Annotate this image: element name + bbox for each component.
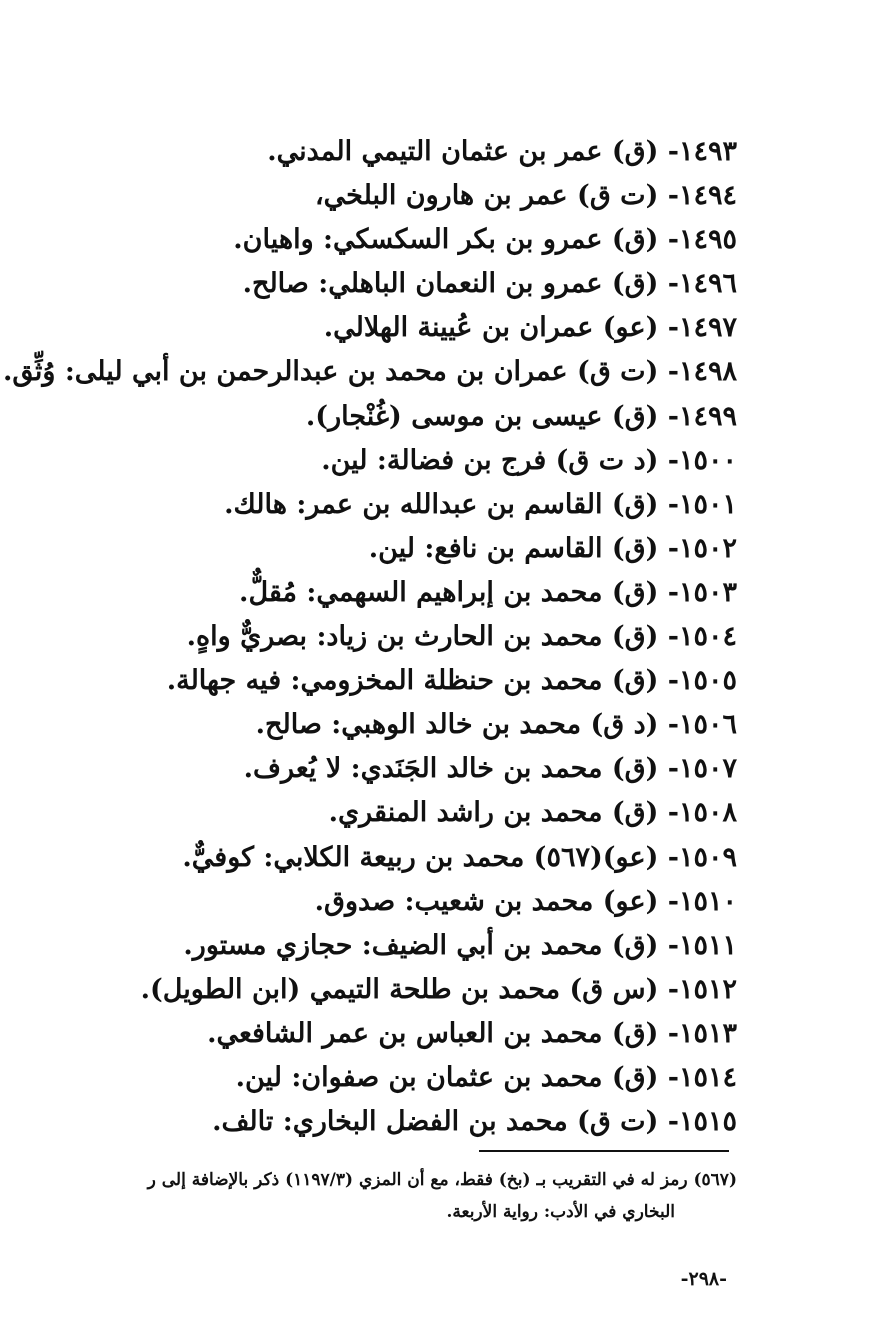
list-item: ١٥١١- (ق) محمد بن أبي الضيف: حجازي مستور. xyxy=(183,929,737,961)
list-item: ١٤٩٧- (عو) عمران بن عُيينة الهلالي. xyxy=(323,312,737,344)
list-item: ١٥٠١- (ق) القاسم بن عبدالله بن عمر: هالك. xyxy=(224,488,737,520)
list-item: ١٤٩٥- (ق) عمرو بن بكر السكسكي: واهيان. xyxy=(233,224,737,256)
list-item: ١٥٠٩- (عو)(٥٦٧) محمد بن ربيعة الكلابي: كوفيٌّ. xyxy=(182,841,737,873)
list-item: ١٤٩٨- (ت ق) عمران بن محمد بن عبدالرحمن بن أبي ليلى: وُثِّق. xyxy=(2,356,737,388)
list-item: ١٥١٥- (ت ق) محمد بن الفضل البخاري: تالف. xyxy=(212,1106,737,1138)
list-item: ١٥٠٢- (ق) القاسم بن نافع: لين. xyxy=(368,532,737,564)
list-item: ١٥١٠- (عو) محمد بن شعيب: صدوق. xyxy=(314,885,737,917)
footnote-divider xyxy=(479,1150,729,1152)
list-item: ١٥١٢- (س ق) محمد بن طلحة التيمي (ابن الطويل). xyxy=(140,973,737,1005)
footnote xyxy=(57,1164,737,1228)
list-item: ١٤٩٦- (ق) عمرو بن النعمان الباهلي: صالح. xyxy=(242,268,737,300)
list-item: ١٥٠٦- (د ق) محمد بن خالد الوهبي: صالح. xyxy=(255,709,737,741)
list-item: ١٥٠٠- (د ت ق) فرج بن فضالة: لين. xyxy=(321,444,737,476)
footnote-line: البخاري في الأدب: رواية الأربعة. xyxy=(446,1202,675,1222)
narrator-entry-list xyxy=(2,130,737,1144)
list-item: ١٥٠٧- (ق) محمد بن خالد الجَنَدي: لا يُعرف. xyxy=(243,753,737,785)
list-item: ١٤٩٤- (ت ق) عمر بن هارون البلخي، xyxy=(314,180,737,212)
list-item: ١٥٠٥- (ق) محمد بن حنظلة المخزومي: فيه جهالة. xyxy=(166,665,737,697)
list-item: ١٤٩٩- (ق) عيسى بن موسى (غُنْجار). xyxy=(305,400,737,432)
list-item: ١٥٠٤- (ق) محمد بن الحارث بن زياد: بصريٌّ واهٍ. xyxy=(186,621,737,653)
list-item: ١٥٠٣- (ق) محمد بن إبراهيم السهمي: مُقلٌّ. xyxy=(239,576,737,608)
list-item: ١٥٠٨- (ق) محمد بن راشد المنقري. xyxy=(328,797,737,829)
page-number: -٢٩٨- xyxy=(680,1268,727,1290)
footnote-line: (٥٦٧) رمز له في التقريب بـ (بخ) فقط، مع أن المزي (١١٩٧/٣) ذكر بالإضافة إلى ر xyxy=(147,1170,737,1190)
list-item: ١٥١٤- (ق) محمد بن عثمان بن صفوان: لين. xyxy=(235,1061,737,1093)
list-item: ١٤٩٣- (ق) عمر بن عثمان التيمي المدني. xyxy=(267,136,737,167)
list-item: ١٥١٣- (ق) محمد بن العباس بن عمر الشافعي. xyxy=(207,1017,737,1049)
